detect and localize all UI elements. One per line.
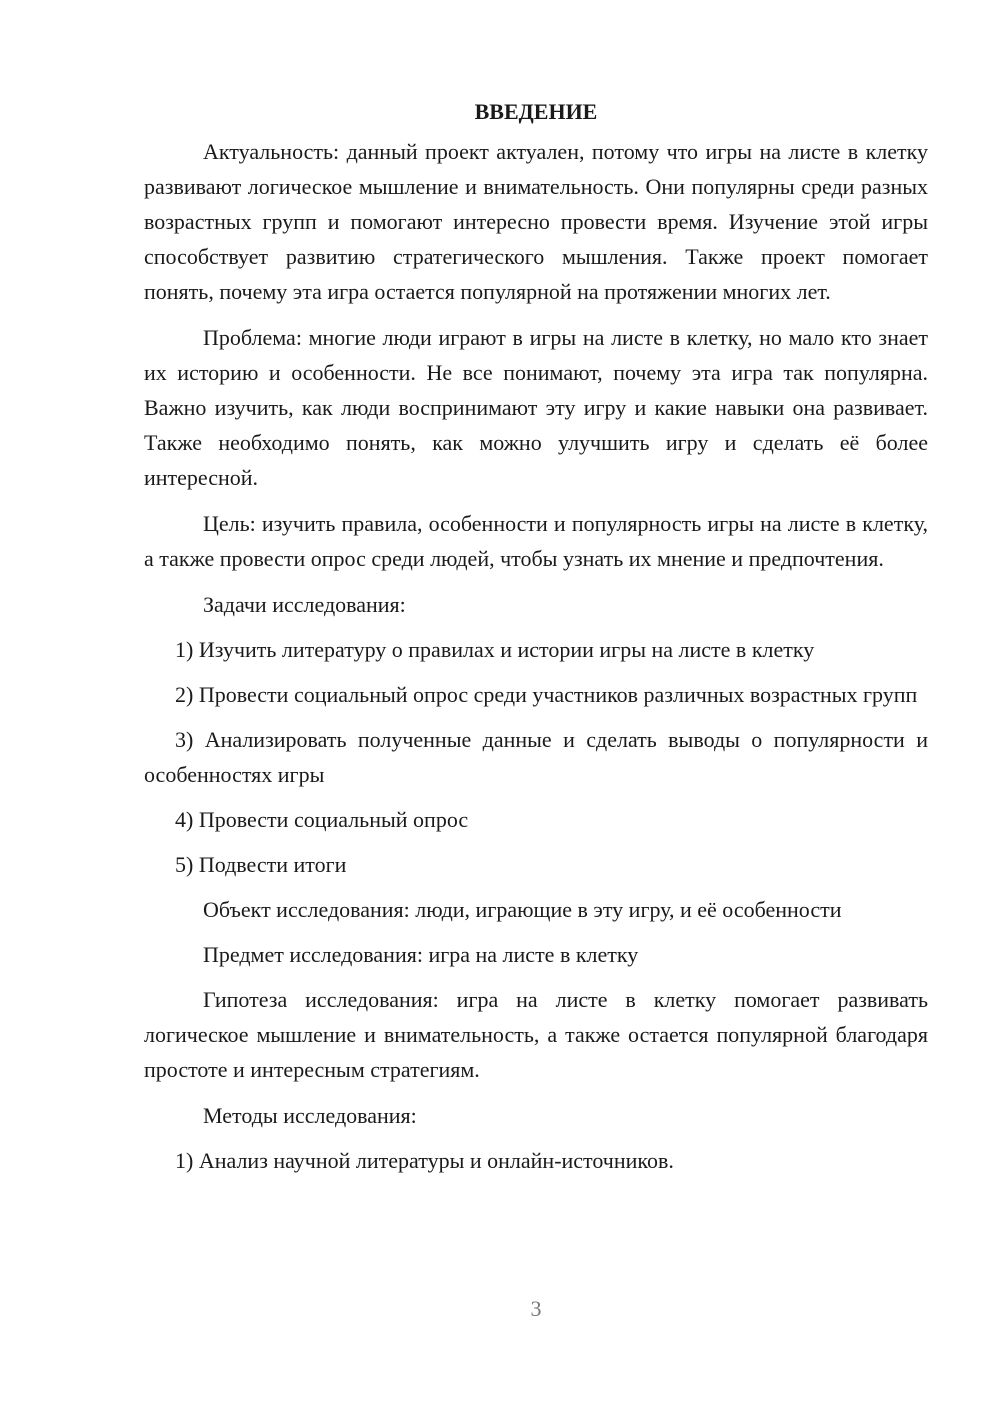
relevance-paragraph: Актуальность: данный проект актуален, потому что игры на листе в клетку развивают логическое мышление и внимательность. Они популярны среди разных возрастных групп и помогают интересно провести время. Изучение этой игры способствует развитию стратегического мышления. Также проект помогает понять, почему эта игра остается популярной на протяжении многих лет. bbox=[144, 139, 928, 304]
goal-paragraph: Цель: изучить правила, особенности и популярность игры на листе в клетку, а также провести опрос среди людей, чтобы узнать их мнение и предпочтения. bbox=[144, 511, 928, 571]
section-title: ВВЕДЕНИЕ bbox=[474, 99, 598, 124]
task-item-5: 5) Подвести итоги bbox=[175, 852, 347, 877]
methods-heading: Методы исследования: bbox=[203, 1103, 417, 1128]
task-item-4: 4) Провести социальный опрос bbox=[175, 807, 469, 832]
research-object: Объект исследования: люди, играющие в эту игру, и её особенности bbox=[203, 897, 842, 922]
problem-paragraph: Проблема: многие люди играют в игры на листе в клетку, но мало кто знает их историю и особенности. Не все понимают, почему эта игра так популярна. Важно изучить, как люди воспринимают эту игру и какие навыки она развивает. Также необходимо понять, как можно улучшить игру и сделать её более интересной. bbox=[144, 325, 928, 490]
page-number: 3 bbox=[530, 1296, 542, 1321]
task-item-2: 2) Провести социальный опрос среди участников различных возрастных групп bbox=[175, 682, 918, 707]
research-subject: Предмет исследования: игра на листе в клетку bbox=[203, 942, 639, 967]
hypothesis-paragraph: Гипотеза исследования: игра на листе в клетку помогает развивать логическое мышление и внимательность, а также остается популярной благодаря простоте и интересным стратегиям. bbox=[144, 987, 928, 1082]
task-item-1: 1) Изучить литературу о правилах и истории игры на листе в клетку bbox=[175, 637, 815, 662]
task-item-3: 3) Анализировать полученные данные и сделать выводы о популярности и особенностях игры bbox=[144, 727, 928, 787]
tasks-heading: Задачи исследования: bbox=[203, 592, 406, 617]
method-item-1: 1) Анализ научной литературы и онлайн-источников. bbox=[175, 1148, 674, 1173]
document-body bbox=[144, 94, 928, 1188]
